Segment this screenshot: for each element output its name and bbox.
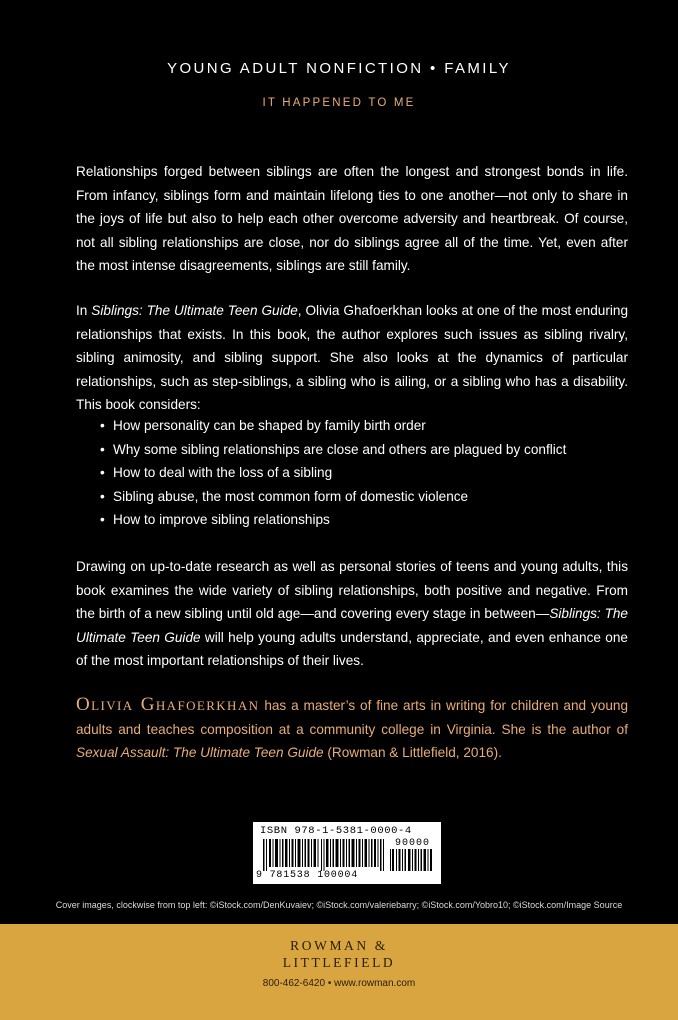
list-item-text: How to deal with the loss of a sibling <box>113 465 333 481</box>
list-item-text: Why some sibling relationships are close and others are plagued by conflict <box>113 441 567 457</box>
text-segment: (Rowman & Littlefield, 2016). <box>323 745 502 761</box>
description-paragraph-3 <box>76 555 628 673</box>
book-title: Siblings: The Ultimate Teen Guide <box>76 606 628 645</box>
series-heading: IT HAPPENED TO ME <box>262 97 416 109</box>
author-name: Olivia Ghafoerkhan <box>76 694 260 715</box>
topics-list <box>100 414 630 532</box>
isbn-text: ISBN 978-1-5381-0000-4 <box>260 825 412 837</box>
book-title: Siblings: The Ultimate Teen Guide <box>91 303 298 318</box>
list-item-text: How personality can be shaped by family birth order <box>113 418 426 433</box>
image-credits: Cover images, clockwise from top left: ©iStock.com/DenKuvaiev; ©iStock.com/valeriebarry; ©iStock.com/Yobro10; ©iStock.com/Image Source <box>55 900 623 910</box>
text-segment: has a master’s of fine arts in writing for children and young adults and teaches composition at a community college in Virginia. She is the author of <box>76 698 629 737</box>
list-item <box>100 485 630 509</box>
text-segment: Drawing on up-to-date research as well as personal stories of teens and young adults, this book examines the wide variety of sibling relationships, both positive and negative. From the birth of a new sibling until old age—and covering every stage in between— <box>76 559 628 622</box>
list-item <box>100 414 630 438</box>
publisher-footer <box>0 924 678 1020</box>
text-segment: , Olivia Ghafoerkhan looks at one of the most enduring relationships that exists. In this book, the author explores such issues as sibling rivalry, sibling animosity, and sibling support. She also looks at the dynamics of particular relationships, such as step-siblings, a sibling who is ailing, or a sibling who has a disability. This book considers: <box>76 303 628 413</box>
category-heading: YOUNG ADULT NONFICTION • FAMILY <box>167 60 511 77</box>
addon-bars <box>390 849 434 871</box>
barcode-bars <box>263 839 387 871</box>
list-item <box>100 461 630 485</box>
author-bio <box>76 693 628 765</box>
description-paragraph-1: Relationships forged between siblings are often the longest and strongest bonds in life. From infancy, siblings form and maintain lifelong ties to one another—not only to share in the joys of life but also to help each other overcome adversity and heartbreak. Of course, not all sibling relationships are close, nor do siblings agree all of the time. Yet, even after the most intense disagreements, siblings are still family. <box>76 164 628 274</box>
book-title: Sexual Assault: The Ultimate Teen Guide <box>76 745 324 761</box>
list-item <box>100 438 630 462</box>
text-segment: In <box>76 303 92 318</box>
bullet-mark: • <box>100 488 105 504</box>
bullet-mark: • <box>100 418 105 433</box>
description-paragraph-2 <box>76 299 628 417</box>
list-item-text: How to improve sibling relationships <box>113 512 330 528</box>
list-item <box>100 508 630 532</box>
barcode-digits: 9 781538 100004 <box>256 870 359 881</box>
isbn-barcode <box>253 822 441 884</box>
bullet-mark: • <box>100 465 105 481</box>
publisher-contact: 800-462-6420 • www.rowman.com <box>262 978 416 989</box>
text-segment: will help young adults understand, appreciate, and even enhance one of the most important relationships of their lives. <box>76 629 628 669</box>
list-item-text: Sibling abuse, the most common form of domestic violence <box>113 488 469 504</box>
publisher-name-line-1: ROWMAN & <box>290 938 388 953</box>
publisher-name-line-2: LITTLEFIELD <box>282 955 396 970</box>
bullet-mark: • <box>100 512 105 528</box>
addon-digits: 90000 <box>395 838 431 849</box>
bullet-mark: • <box>100 441 105 457</box>
